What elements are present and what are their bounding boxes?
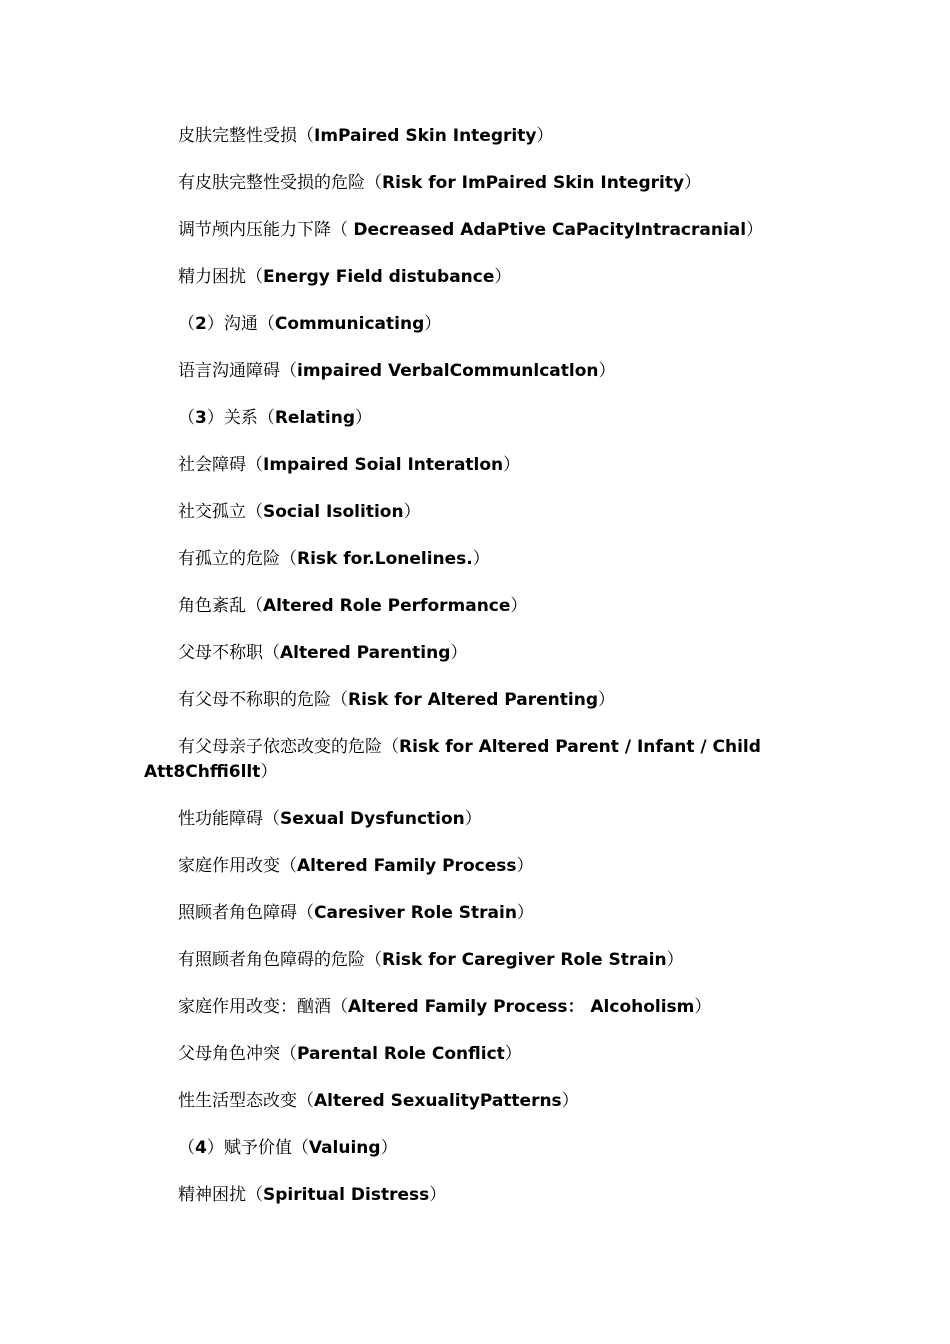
list-item: 精力困扰（Energy Field distubance） bbox=[178, 267, 512, 287]
section-heading: （3）关系（Relating） bbox=[178, 408, 372, 428]
diagnosis-list bbox=[144, 124, 784, 1230]
list-item: 家庭作用改变（Altered Family Process） bbox=[178, 856, 534, 876]
list-item: 照顾者角色障碍（Caresiver Role Strain） bbox=[178, 903, 534, 923]
list-item: 皮肤完整性受损（ImPaired Skin Integrity） bbox=[178, 126, 554, 146]
list-item: 有孤立的危险（Risk for.Lonelines.） bbox=[178, 549, 490, 569]
list-item: 性功能障碍（Sexual Dysfunction） bbox=[178, 809, 482, 829]
section-heading: （2）沟通（Communicating） bbox=[178, 314, 442, 334]
list-item: 家庭作用改变：酗酒（Altered Family Process： Alcoholism） bbox=[178, 997, 712, 1017]
list-item: 父母角色冲突（Parental Role Conflict） bbox=[178, 1044, 522, 1064]
list-item: 父母不称职（Altered Parenting） bbox=[178, 643, 468, 663]
list-item: 性生活型态改变（Altered SexualityPatterns） bbox=[178, 1091, 579, 1111]
section-heading: （4）赋予价值（Valuing） bbox=[178, 1138, 398, 1158]
list-item: 角色紊乱（Altered Role Performance） bbox=[178, 596, 528, 616]
list-item: 社交孤立（Social Isolition） bbox=[178, 502, 421, 522]
list-item: 语言沟通障碍（impaired VerbalCommunlcatlon） bbox=[178, 361, 616, 381]
list-item: 社会障碍（Impaired Soial Interatlon） bbox=[178, 455, 521, 475]
list-item: 有父母不称职的危险（Risk for Altered Parenting） bbox=[178, 690, 615, 710]
list-item: 有父母亲子依恋改变的危险（Risk for Altered Parent / Infant / Child Att8Chffi6llt） bbox=[144, 737, 761, 782]
list-item: 精神困扰（Spiritual Distress） bbox=[178, 1185, 447, 1205]
list-item: 调节颅内压能力下降（ Decreased AdaPtive CaPacityIntracranial） bbox=[178, 220, 764, 240]
list-item: 有照顾者角色障碍的危险（Risk for Caregiver Role Strain） bbox=[178, 950, 684, 970]
list-item: 有皮肤完整性受损的危险（Risk for ImPaired Skin Integrity） bbox=[178, 173, 702, 193]
